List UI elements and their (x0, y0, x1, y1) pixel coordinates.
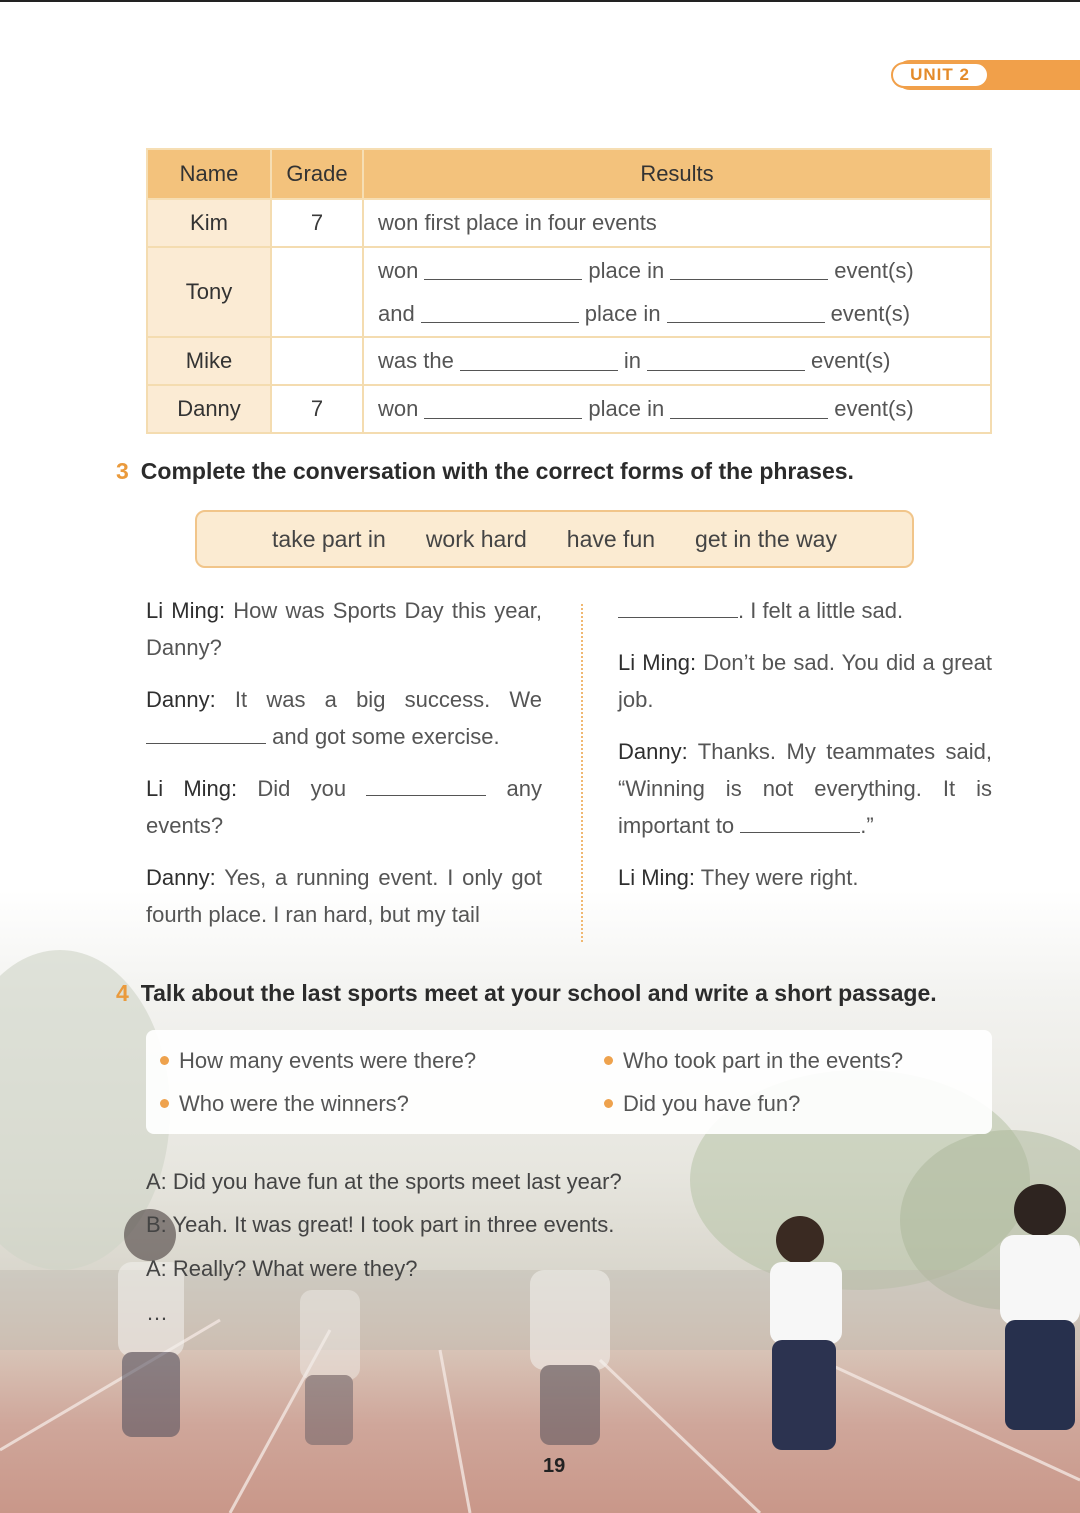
question-item: Who took part in the events? (604, 1048, 903, 1074)
bullet-icon (160, 1056, 169, 1065)
answer-blank[interactable] (421, 304, 579, 323)
table-row (147, 337, 991, 385)
line-text: and got some exercise. (272, 724, 500, 749)
answer-blank[interactable] (740, 810, 860, 833)
result-text: won first place in four events (378, 210, 657, 235)
cell-name: Kim (147, 199, 271, 247)
result-text: won (378, 396, 419, 421)
unit-label: UNIT 2 (891, 62, 989, 88)
answer-blank[interactable] (366, 773, 486, 796)
speaker: Li Ming: (618, 650, 697, 675)
questions-box (146, 1030, 992, 1134)
line-text: Thanks. My teammates said, “Winning is not everything. It is important to (618, 739, 992, 838)
bullet-icon (604, 1056, 613, 1065)
result-text: event(s) (834, 396, 914, 421)
phrase-item: take part in (272, 525, 386, 552)
cell-grade (271, 337, 363, 385)
speaker: Li Ming: (146, 776, 238, 801)
cell-results (363, 247, 991, 337)
result-text: in (623, 348, 641, 373)
line-text: How was Sports Day this year, Danny? (146, 598, 542, 660)
dialog-line (618, 859, 992, 896)
dialog-line (146, 681, 542, 755)
cell-results (363, 337, 991, 385)
page-number: 19 (543, 1455, 566, 1477)
line-text: Don’t be sad. You did a great job. (618, 650, 992, 712)
result-text: place in (584, 300, 661, 326)
sample-dialog-line: … (146, 1300, 168, 1325)
answer-blank[interactable] (670, 261, 828, 280)
cell-results (363, 199, 991, 247)
phrase-item: have fun (566, 525, 656, 552)
sample-dialog-line: A: Did you have fun at the sports meet last year? (146, 1169, 622, 1194)
dialog-line (618, 644, 992, 718)
speaker: Danny: (146, 687, 216, 712)
dialog-line (146, 592, 542, 666)
cell-results (363, 385, 991, 433)
results-table (146, 148, 992, 434)
answer-blank[interactable] (618, 595, 738, 618)
dialog-line (146, 770, 542, 844)
cell-name: Tony (147, 247, 271, 337)
section-4-heading (116, 980, 937, 1007)
header-name: Name (147, 149, 271, 199)
sample-dialog-line: B: Yeah. It was great! I took part in three events. (146, 1212, 615, 1237)
table-header-row (147, 149, 991, 199)
speaker: Danny: (618, 739, 688, 764)
section-3-heading (116, 458, 854, 485)
phrase-item: work hard (425, 525, 527, 552)
top-border (0, 0, 1080, 2)
bullet-icon (604, 1099, 613, 1108)
speaker: Li Ming: (618, 865, 696, 890)
dialog-line (618, 592, 992, 629)
table-row (147, 385, 991, 433)
cell-name: Mike (147, 337, 271, 385)
answer-blank[interactable] (670, 400, 828, 419)
cell-grade (271, 247, 363, 337)
header-results: Results (363, 149, 991, 199)
result-text: event(s) (830, 300, 911, 326)
answer-blank[interactable] (424, 400, 582, 419)
section-number: 3 (116, 458, 129, 484)
result-text: place in (588, 257, 665, 283)
conversation-right (618, 592, 992, 911)
conversation-left (146, 592, 542, 948)
table-row (147, 247, 991, 337)
result-text: and (378, 300, 415, 326)
cell-grade: 7 (271, 199, 363, 247)
header-grade: Grade (271, 149, 363, 199)
dialog-line (146, 859, 542, 933)
column-divider (581, 604, 583, 942)
line-text: .” (860, 813, 874, 838)
question-item: Did you have fun? (604, 1091, 800, 1117)
line-text: Did you (257, 776, 347, 801)
speaker: Danny: (146, 865, 216, 890)
section-title: Complete the conversation with the correct forms of the phrases. (140, 458, 854, 484)
answer-blank[interactable] (647, 352, 805, 371)
bullet-icon (160, 1099, 169, 1108)
section-number: 4 (116, 980, 129, 1006)
result-text: place in (588, 396, 665, 421)
line-text: . I felt a little sad. (738, 598, 904, 623)
cell-grade: 7 (271, 385, 363, 433)
line-text: Yes, a running event. I only got fourth place. I ran hard, but my tail (146, 865, 542, 927)
answer-blank[interactable] (424, 261, 582, 280)
speaker: Li Ming: (146, 598, 226, 623)
cell-name: Danny (147, 385, 271, 433)
question-item: Who were the winners? (160, 1091, 409, 1117)
sample-dialog-line: A: Really? What were they? (146, 1256, 418, 1281)
result-text: won (378, 257, 419, 283)
line-text: any events? (146, 776, 542, 838)
result-text: event(s) (834, 257, 914, 283)
question-item: How many events were there? (160, 1048, 476, 1074)
result-text: event(s) (810, 348, 891, 373)
line-text: They were right. (700, 865, 859, 890)
phrase-box (195, 510, 914, 568)
dialog-line (618, 733, 992, 844)
answer-blank[interactable] (146, 721, 266, 744)
line-text: It was a big success. We (234, 687, 542, 712)
phrase-item: get in the way (695, 525, 837, 552)
answer-blank[interactable] (460, 352, 618, 371)
table-row (147, 199, 991, 247)
section-title: Talk about the last sports meet at your school and write a short passage. (140, 980, 937, 1006)
answer-blank[interactable] (667, 304, 825, 323)
result-text: was the (378, 348, 454, 373)
